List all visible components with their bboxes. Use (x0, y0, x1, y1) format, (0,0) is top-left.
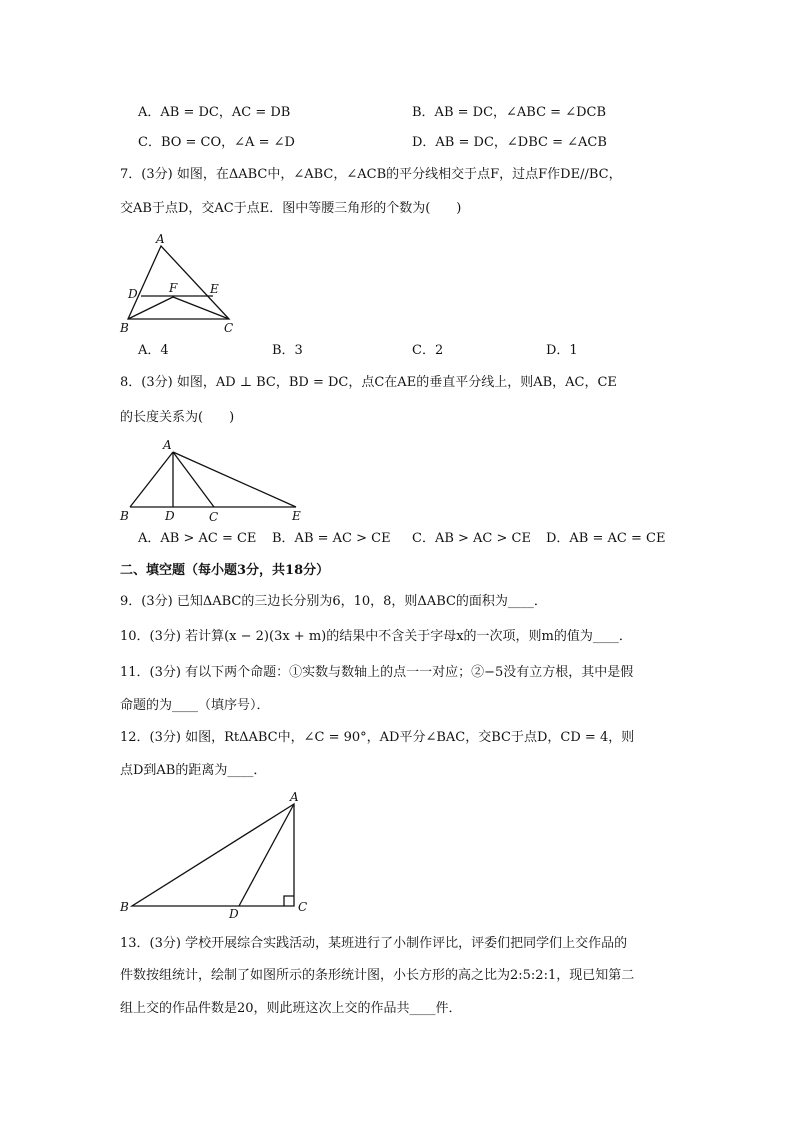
q8-label-e: E (292, 509, 301, 523)
q12-triangle-abc (132, 804, 294, 906)
q13-stem-line3: 组上交的作品件数是20，则此班这次上交的作品共____件． (120, 1001, 462, 1016)
q7-label-d: D (128, 287, 138, 301)
q7-label-f: F (169, 281, 178, 295)
q8-label-d: D (165, 509, 175, 523)
q8-label-a: A (163, 438, 172, 452)
q11-stem-line1: 11．(3分) 有以下两个命题：①实数与数轴上的点一一对应；②−5没有立方根，其中是假 (120, 665, 634, 680)
q7-label-b: B (120, 321, 129, 335)
section-2-title: 二、填空题（每小题3分，共18分） (120, 563, 330, 578)
q8-stem-line2: 的长度关系为( ) (120, 410, 235, 425)
q10-stem: 10．(3分) 若计算(x − 2)(3x + m)的结果中不含关于字母x的一次项，则m的值为____． (120, 629, 632, 644)
q8-option-b: B．AB = AC > CE (272, 531, 391, 546)
q12-label-d: D (229, 907, 239, 921)
q7-stem-line1: 7．(3分) 如图，在ΔABC中，∠ABC，∠ACB的平分线相交于点F，过点F作DE//BC， (120, 167, 622, 182)
q11-stem-line2: 命题的为____（填序号）． (120, 698, 270, 713)
q7-option-a: A．4 (138, 343, 169, 358)
q7-stem-line2: 交AB于点D，交AC于点E．图中等腰三角形的个数为( ) (120, 201, 462, 216)
q8-label-c: C (209, 510, 219, 524)
q8-option-c: C．AB > AC > CE (412, 531, 531, 546)
q7-label-e: E (210, 282, 219, 296)
q8-label-b: B (120, 509, 129, 523)
q6-option-c: C．BO = CO，∠A = ∠D (138, 135, 295, 150)
q12-label-c: C (298, 900, 308, 914)
q7-option-b: B．3 (272, 343, 303, 358)
q7-option-d: D．1 (546, 343, 578, 358)
q7-option-c: C．2 (412, 343, 444, 358)
q12-label-a: A (290, 790, 299, 804)
q6-option-b: B．AB = DC，∠ABC = ∠DCB (412, 105, 607, 120)
q6-option-a: A．AB = DC，AC = DB (138, 105, 291, 120)
q12-stem-line2: 点D到AB的距离为____． (120, 763, 267, 778)
q8-option-d: D．AB = AC = CE (546, 531, 666, 546)
q12-segment-ad (239, 804, 294, 906)
q8-option-a: A．AB > AC = CE (138, 531, 257, 546)
q6-option-d: D．AB = DC，∠DBC = ∠ACB (412, 135, 607, 150)
q12-label-b: B (120, 900, 129, 914)
q13-stem-line1: 13．(3分) 学校开展综合实践活动，某班进行了小制作评比，评委们把同学们上交作品的 (120, 936, 628, 951)
q8-stem-line1: 8．(3分) 如图，AD ⊥ BC，BD = DC，点C在AE的垂直平分线上，则AB，AC，CE (120, 375, 617, 390)
q7-label-a: A (156, 232, 165, 246)
q13-stem-line2: 件数按组统计，绘制了如图所示的条形统计图，小长方形的高之比为2:5:2:1，现已知第二 (120, 968, 635, 983)
q12-stem-line1: 12．(3分) 如图，RtΔABC中，∠C = 90°，AD平分∠BAC，交BC于点D，CD = 4，则 (120, 730, 635, 745)
q7-label-c: C (224, 321, 234, 335)
q12-right-angle-mark (284, 896, 294, 906)
q9-stem: 9．(3分) 已知ΔABC的三边长分别为6，10，8，则ΔABC的面积为____． (120, 594, 547, 609)
